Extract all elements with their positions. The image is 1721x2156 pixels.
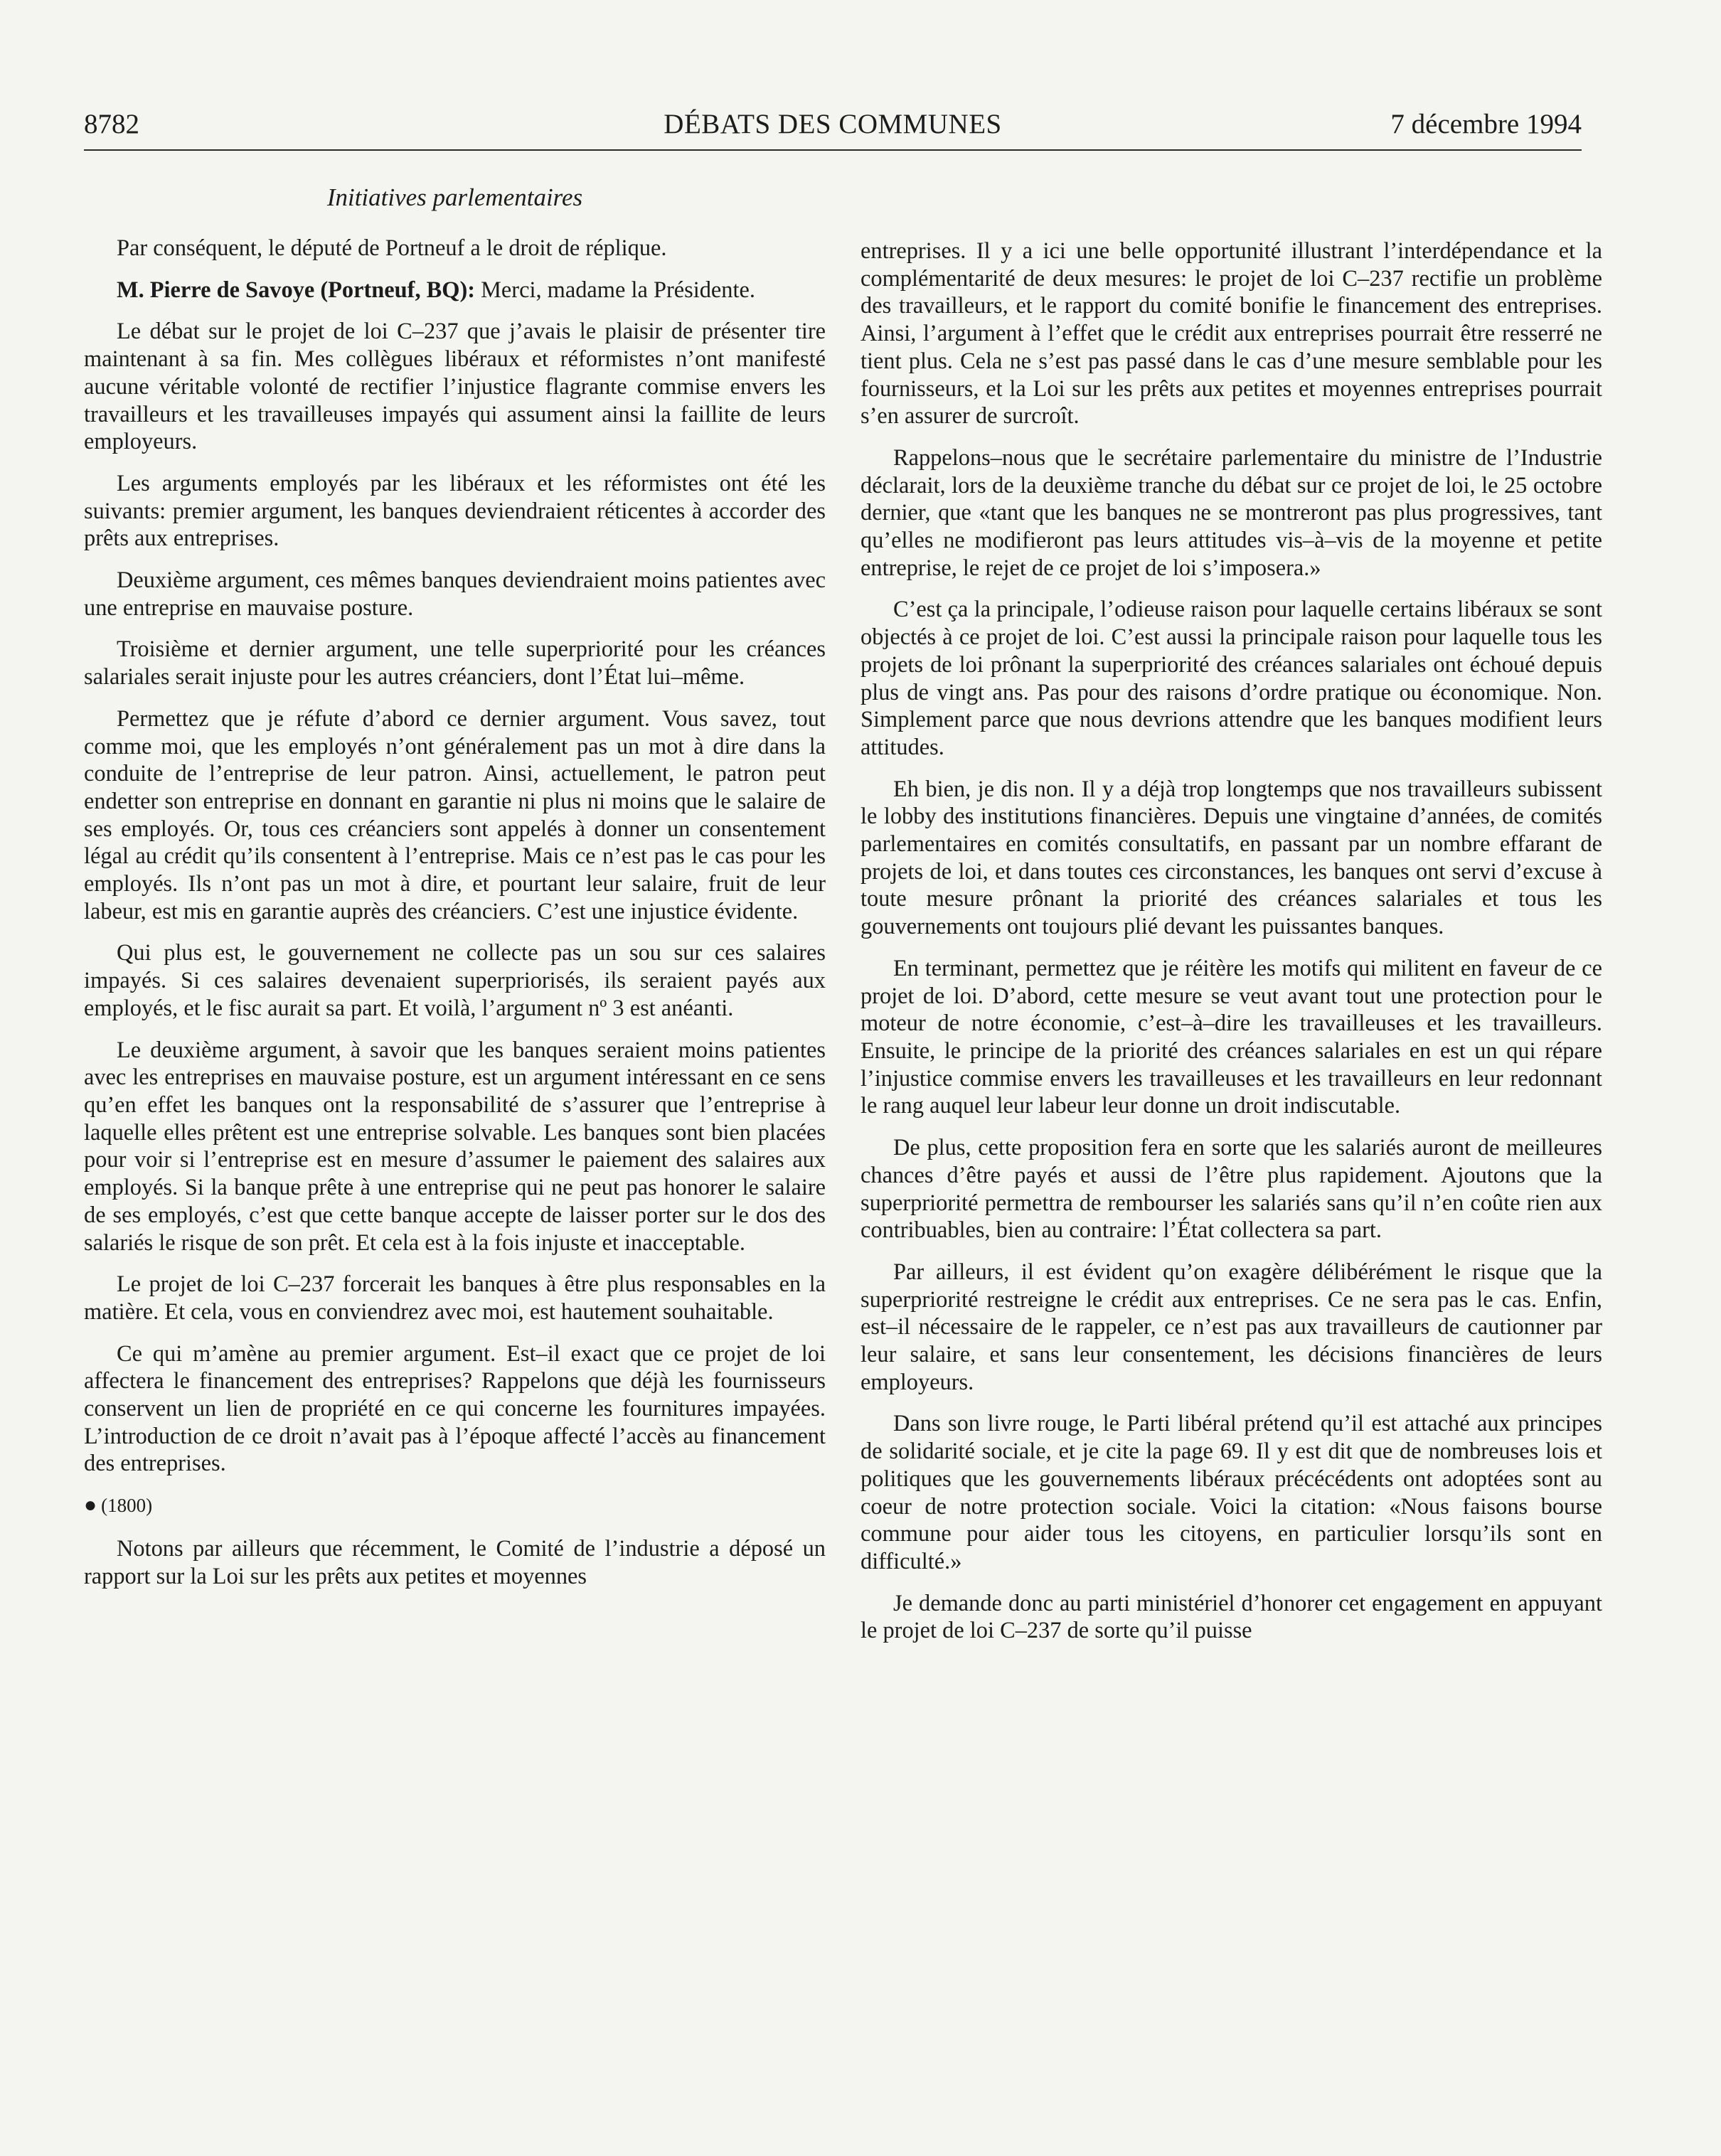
paragraph: En terminant, permettez que je réitère les motifs qui militent en faveur de ce projet de loi. D’abord, cette mesure se veut avant tout une protection pour le moteur de notre économie, c’est–à–dire les travailleuses et les travailleurs. Ensuite, le principe de la priorité des créances salariales en est un qui répare l’injustice commise envers les travailleuses et les travailleurs en leur redonnant le rang auquel leur labeur leur donne un droit indiscutable. bbox=[860, 955, 1602, 1119]
left-column bbox=[84, 235, 826, 2119]
paragraph: Rappelons–nous que le secrétaire parlementaire du ministre de l’Industrie déclarait, lors de la deuxième tranche du débat sur ce projet de loi, le 25 octobre dernier, que «tant que les banques ne se montreront pas plus progressives, tant qu’elles ne modifieront pas leurs attitudes vis–à–vis de la moyenne et petite entreprise, le rejet de ce projet de loi s’imposera.» bbox=[860, 444, 1602, 581]
paragraph: Permettez que je réfute d’abord ce dernier argument. Vous savez, tout comme moi, que les employés n’ont généralement pas un mot à dire dans la conduite de l’entreprise de leur patron. Ainsi, actuellement, le patron peut endetter son entreprise en donnant en garantie ni plus ni moins que le salaire de ses employés. Or, tous ces créanciers sont appelés à donner un consentement légal au crédit qu’ils consentent à l’entreprise. Mais ce n’est pas le cas pour les employés. Ils n’ont pas un mot à dire, et pourtant leur salaire, fruit de leur labeur, est mis en garantie auprès des créanciers. C’est une injustice évidente. bbox=[84, 705, 826, 924]
section-title: Initiatives parlementaires bbox=[326, 183, 583, 211]
sitting-date: 7 décembre 1994 bbox=[1390, 109, 1582, 139]
paragraph: Les arguments employés par les libéraux et les réformistes ont été les suivants: premier argument, les banques deviendraient réticentes à accorder des prêts aux entreprises. bbox=[84, 470, 826, 552]
speaker-paragraph bbox=[84, 277, 826, 304]
paragraph: Par ailleurs, il est évident qu’on exagère délibérément le risque que la superpriorité restreigne le crédit aux entreprises. Ce ne sera pas le cas. Enfin, est–il nécessaire de le rappeler, ce n’est pas aux travailleurs de cautionner par leur salaire, et sans leur consentement, les décisions financières de leurs employeurs. bbox=[860, 1259, 1602, 1395]
journal-title: DÉBATS DES COMMUNES bbox=[664, 109, 1002, 139]
page-number: 8782 bbox=[84, 109, 139, 139]
paragraph-continued: entreprises. Il y a ici une belle opportunité illustrant l’interdépendance et la complémentarité de deux mesures: le projet de loi C–237 rectifie un problème des travailleurs, et le rapport du comité bonifie le financement des entreprises. Ainsi, l’argument à l’effet que le crédit aux entreprises pourrait être resserré ne tient plus. Cela ne s’est pas passé dans le cas d’une mesure semblable pour les fournisseurs, et la Loi sur les prêts aux petites et moyennes entreprises pourrait s’en assurer de surcroît. bbox=[860, 238, 1602, 429]
paragraph: Dans son livre rouge, le Parti libéral prétend qu’il est attaché aux principes de solidarité sociale, et je cite la page 69. Il y est dit que de nombreuses lois et politiques que les gouvernements libéraux précécédents ont adoptées sont au coeur de notre protection sociale. Voici la citation: «Nous faisons bourse commune pour aider tous les citoyens, en particulier lorsqu’ils sont en difficulté.» bbox=[860, 1411, 1602, 1574]
paragraph: Notons par ailleurs que récemment, le Comité de l’industrie a déposé un rapport sur la Loi sur les prêts aux petites et moyennes bbox=[84, 1535, 826, 1589]
paragraph: Le projet de loi C–237 forcerait les banques à être plus responsables en la matière. Et cela, vous en conviendrez avec moi, est hautement souhaitable. bbox=[84, 1271, 826, 1325]
page-header bbox=[84, 107, 1582, 151]
paragraph: Le deuxième argument, à savoir que les banques seraient moins patientes avec les entreprises en mauvaise posture, est un argument intéressant en ce sens qu’en effet les banques ont la responsabilité de s’assurer que l’entreprise à laquelle elles prêtent est une entreprise solvable. Les banques sont bien placées pour voir si l’entreprise est en mesure d’assumer le paiement des salaires aux employés. Si la banque prête à une entreprise qui ne peut pas honorer le salaire de ses employés, c’est que cette banque accepte de laisser porter sur le dos des salariés le risque de son prêt. Et cela est à la fois injuste et inacceptable. bbox=[84, 1037, 826, 1256]
time-marker-text: (1800) bbox=[101, 1495, 153, 1517]
paragraph: Troisième et dernier argument, une telle superpriorité pour les créances salariales serait injuste pour les autres créanciers, dont l’État lui–même. bbox=[84, 636, 826, 690]
paragraph: Je demande donc au parti ministériel d’honorer cet engagement en appuyant le projet de loi C–237 de sorte qu’il puisse bbox=[860, 1590, 1602, 1644]
right-column bbox=[860, 238, 1602, 2122]
bullet-icon: ● bbox=[84, 1493, 97, 1517]
paragraph: Eh bien, je dis non. Il y a déjà trop longtemps que nos travailleurs subissent le lobby des institutions financières. Depuis une vingtaine d’années, de comités parlementaires en comités consultatifs, en passant par un nombre effarant de projets de loi, et dans toutes ces circonstances, les banques ont servi d’excuse à toute mesure prônant la priorité des créances salariales et tous les gouvernements ont toujours plié devant les puissantes banques. bbox=[860, 776, 1602, 940]
speaker-name: M. Pierre de Savoye (Portneuf, BQ): bbox=[117, 277, 476, 303]
paragraph: C’est ça la principale, l’odieuse raison pour laquelle certains libéraux se sont objectés à ce projet de loi. C’est aussi la principale raison pour laquelle tous les projets de loi prônant la superpriorité des créances salariales ont échoué depuis plus de vingt ans. Pas pour des raisons d’ordre pratique ou économique. Non. Simplement parce que nous devrions attendre que les banques modifient leurs attitudes. bbox=[860, 597, 1602, 760]
paragraph: Deuxième argument, ces mêmes banques deviendraient moins patientes avec une entreprise en mauvaise posture. bbox=[84, 567, 826, 621]
paragraph: Par conséquent, le député de Portneuf a le droit de réplique. bbox=[117, 235, 667, 261]
paragraph: Qui plus est, le gouvernement ne collecte pas un sou sur ces salaires impayés. Si ces salaires devenaient superpriorisés, ils seraient payés aux employés, et le fisc aurait sa part. Et voilà, l’argument nº 3 est anéanti. bbox=[84, 940, 826, 1021]
paragraph: De plus, cette proposition fera en sorte que les salariés auront de meilleures chances d’être payés et aussi de l’être plus rapidement. Ajoutons que la superpriorité permettra de rembourser les salariés sans qu’il n’en coûte rien aux contribuables, bien au contraire: l’État collectera sa part. bbox=[860, 1135, 1602, 1244]
paragraph: Le débat sur le projet de loi C–237 que j’avais le plaisir de présenter tire maintenant à sa fin. Mes collègues libéraux et réformistes n’ont manifesté aucune véritable volonté de rectifier l’injustice flagrante commise envers les travailleurs et les travailleuses impayés qui assument ainsi la faillite de leurs employeurs. bbox=[84, 319, 826, 455]
speaker-text: Merci, madame la Présidente. bbox=[475, 277, 755, 303]
time-marker bbox=[84, 1492, 826, 1520]
paragraph: Ce qui m’amène au premier argument. Est–il exact que ce projet de loi affectera le financement des entreprises? Rappelons que déjà les fournisseurs conservent un lien de propriété en ce qui concerne les fournitures impayées. L’introduction de ce droit n’avait pas à l’époque affecté l’accès au financement des entreprises. bbox=[84, 1340, 826, 1477]
